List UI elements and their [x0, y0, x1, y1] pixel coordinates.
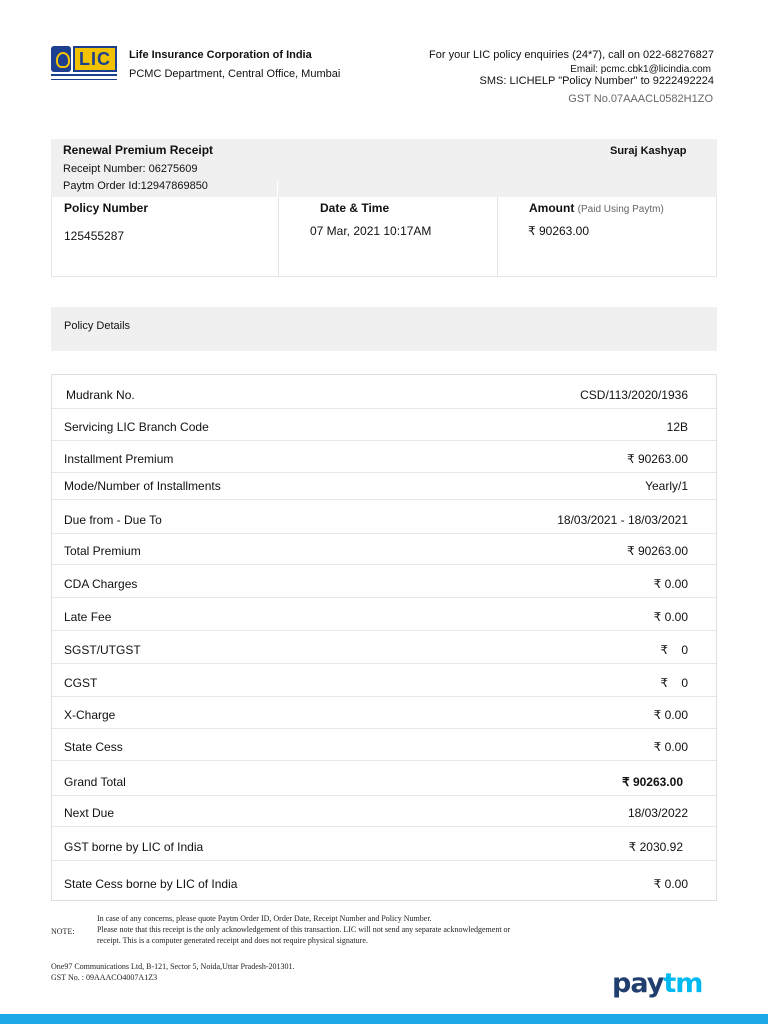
paytm-logo	[612, 968, 702, 999]
row-value: ₹ 0.00	[653, 708, 688, 722]
note-line: Please note that this receipt is the only acknowledgement of this transaction. LIC will not send any separate acknowledgement or	[97, 925, 511, 934]
grand-total-value: ₹ 90263.00	[621, 775, 683, 789]
row-label: CGST	[64, 676, 98, 690]
company-name: Life Insurance Corporation of India	[129, 49, 312, 61]
row-value: ₹ 0.00	[653, 610, 688, 624]
paytm-gst-number: GST No. : 09AAACO4007A1Z3	[51, 973, 158, 982]
row-label: State Cess borne by LIC of India	[64, 877, 238, 891]
amount-label-text: Amount	[529, 201, 575, 215]
date-time-label: Date & Time	[320, 201, 390, 215]
policy-details-table	[51, 374, 717, 901]
amount-label	[529, 201, 664, 215]
row-label: Total Premium	[64, 544, 141, 558]
table-row	[52, 565, 716, 598]
lic-hindi-tagline	[51, 74, 117, 80]
table-row	[52, 664, 716, 697]
footer-bar	[0, 1014, 768, 1024]
divider	[278, 197, 279, 276]
row-value: ₹ 0.00	[653, 877, 688, 891]
table-row	[52, 409, 716, 441]
lic-emblem-icon	[51, 46, 71, 72]
note-label: NOTE:	[51, 927, 75, 936]
row-value: ₹ 0	[660, 676, 688, 690]
company-department: PCMC Department, Central Office, Mumbai	[129, 68, 341, 80]
table-row	[52, 441, 716, 473]
enquiry-phone: For your LIC policy enquiries (24*7), call on 022-68276827	[429, 49, 714, 61]
row-value: Yearly/1	[645, 479, 688, 493]
policy-details-header	[51, 307, 717, 351]
row-label: Grand Total	[64, 775, 126, 789]
row-label: SGST/UTGST	[64, 643, 141, 657]
table-row	[52, 827, 716, 861]
row-value: ₹ 90263.00	[626, 544, 688, 558]
row-value: ₹ 0.00	[653, 577, 688, 591]
table-row	[52, 500, 716, 534]
table-row	[52, 729, 716, 761]
row-label: GST borne by LIC of India	[64, 840, 204, 854]
row-label: CDA Charges	[64, 577, 138, 591]
row-label: Next Due	[64, 806, 115, 820]
enquiry-sms: SMS: LICHELP "Policy Number" to 9222492224	[479, 75, 714, 87]
row-value: 18/03/2021 - 18/03/2021	[557, 513, 688, 527]
receipt-header	[0, 0, 768, 120]
date-time-value: 07 Mar, 2021 10:17AM	[310, 224, 432, 238]
paytm-logo-pay: pay	[612, 968, 664, 999]
enquiry-email: Email: pcmc.cbk1@licindia.com	[570, 64, 711, 75]
table-row	[52, 534, 716, 565]
paytm-order-id: Paytm Order Id:12947869850	[63, 180, 208, 192]
row-value: ₹ 90263.00	[626, 452, 688, 466]
table-row	[52, 861, 716, 900]
amount-payment-method: (Paid Using Paytm)	[577, 204, 664, 215]
row-label: Installment Premium	[64, 452, 174, 466]
grand-total-row	[52, 761, 716, 796]
row-value: ₹ 0	[660, 643, 688, 657]
table-row	[52, 631, 716, 664]
table-row	[52, 375, 716, 409]
row-value: 18/03/2022	[627, 806, 688, 820]
row-label: X-Charge	[64, 708, 116, 722]
row-value: ₹ 0.00	[653, 740, 688, 754]
lic-gst-number: GST No.07AAACL0582H1ZO	[568, 93, 713, 105]
receipt-summary	[51, 139, 717, 197]
paytm-logo-tm: tm	[663, 968, 703, 999]
divider	[497, 197, 498, 276]
amount-value: ₹ 90263.00	[528, 224, 590, 238]
policy-number-value: 125455287	[64, 229, 125, 243]
paytm-address: One97 Communications Ltd, B-121, Sector 5, Noida,Uttar Pradesh-201301.	[51, 962, 295, 971]
table-row	[52, 473, 716, 500]
row-value: CSD/113/2020/1936	[580, 388, 688, 402]
policy-details-title: Policy Details	[64, 320, 131, 332]
row-value: ₹ 2030.92	[628, 840, 683, 854]
note-line: In case of any concerns, please quote Paytm Order ID, Order Date, Receipt Number and Policy Number.	[97, 914, 432, 923]
customer-name: Suraj Kashyap	[610, 145, 687, 157]
table-row	[52, 697, 716, 729]
note-line: receipt. This is a computer generated receipt and does not require physical signature.	[97, 936, 368, 945]
receipt-title: Renewal Premium Receipt	[63, 143, 214, 157]
policy-info-grid	[51, 197, 717, 277]
row-label: State Cess	[64, 740, 123, 754]
lic-logo-text: LIC	[73, 46, 117, 72]
row-label: Servicing LIC Branch Code	[64, 420, 209, 434]
policy-number-label: Policy Number	[64, 201, 149, 215]
row-label: Due from - Due To	[64, 513, 162, 527]
receipt-number: Receipt Number: 06275609	[63, 163, 198, 175]
table-row	[52, 598, 716, 631]
row-label: Mudrank No.	[66, 388, 135, 402]
row-value: 12B	[666, 420, 688, 434]
row-label: Mode/Number of Installments	[64, 479, 221, 493]
table-row	[52, 796, 716, 827]
row-label: Late Fee	[64, 610, 112, 624]
lic-logo	[51, 46, 117, 82]
divider	[277, 181, 278, 197]
